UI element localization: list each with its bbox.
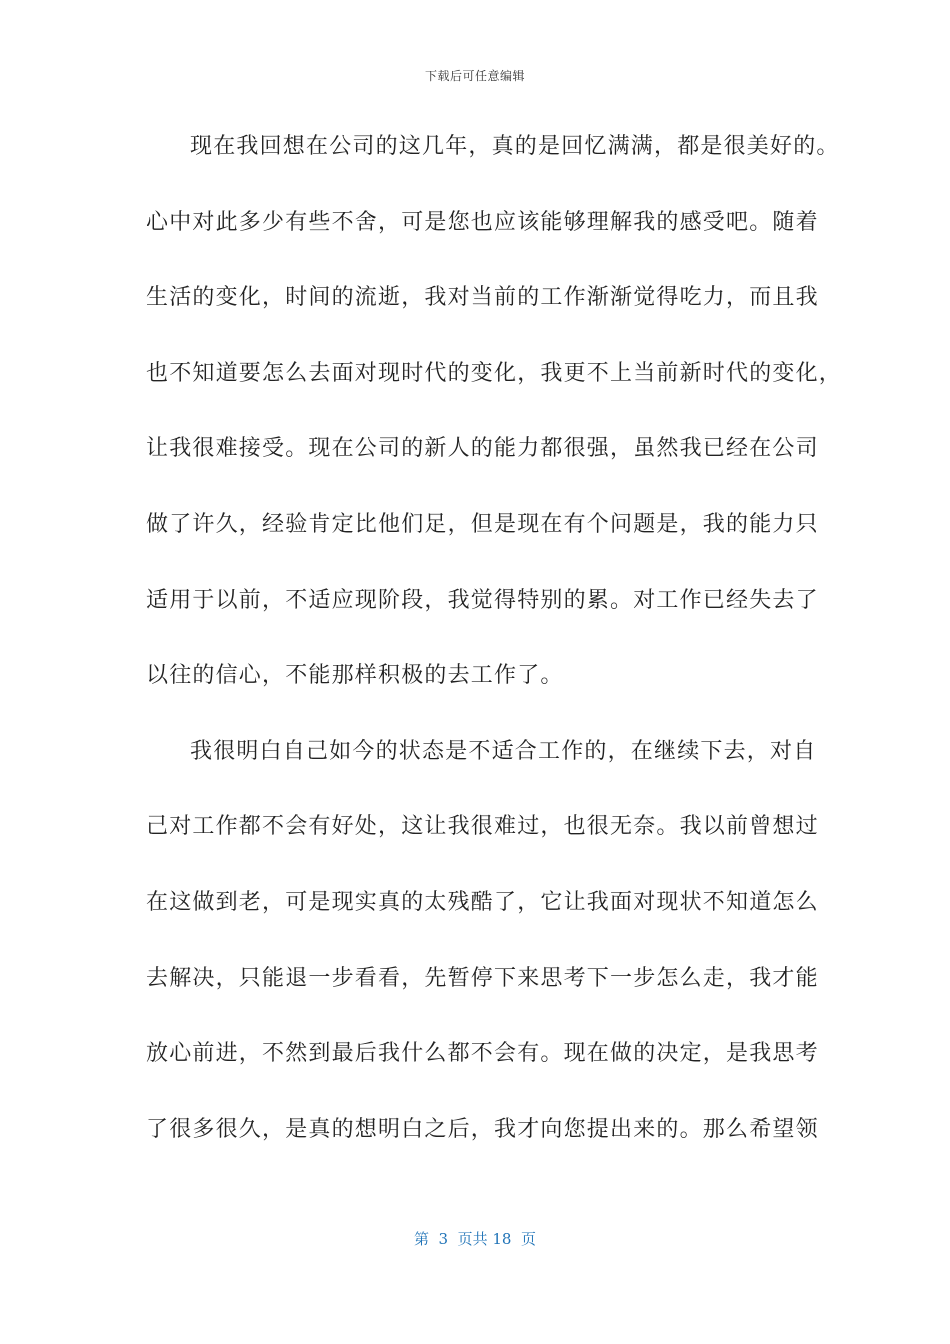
text-line: 了很多很久，是真的想明白之后，我才向您提出来的。那么希望领 bbox=[146, 1116, 819, 1142]
page-number-footer: 第 3 页共 18 页 bbox=[413, 1230, 536, 1248]
text-line: 我很明白自己如今的状态是不适合工作的，在继续下去，对自 bbox=[190, 738, 817, 764]
text-line: 做了许久，经验肯定比他们足，但是现在有个问题是，我的能力只 bbox=[146, 511, 819, 537]
text-line: 放心前进，不然到最后我什么都不会有。现在做的决定，是我思考 bbox=[146, 1041, 819, 1067]
document-body bbox=[146, 125, 843, 1183]
text-line: 也不知道要怎么去面对现时代的变化，我更不上当前新时代的变化， bbox=[146, 360, 843, 386]
text-line: 适用于以前，不适应现阶段，我觉得特别的累。对工作已经失去了 bbox=[146, 587, 819, 613]
text-line: 现在我回想在公司的这几年，真的是回忆满满，都是很美好的。 bbox=[190, 134, 840, 159]
text-line: 以往的信心，不能那样积极的去工作了。 bbox=[146, 663, 564, 689]
page-header: 下载后可任意编辑 bbox=[424, 69, 525, 83]
text-line: 让我很难接受。现在公司的新人的能力都很强，虽然我已经在公司 bbox=[146, 436, 819, 462]
text-line: 在这做到老，可是现实真的太残酷了，它让我面对现状不知道怎么 bbox=[146, 889, 819, 915]
text-line: 生活的变化，时间的流逝，我对当前的工作渐渐觉得吃力，而且我 bbox=[146, 285, 819, 311]
text-line: 心中对此多少有些不舍，可是您也应该能够理解我的感受吧。随着 bbox=[146, 209, 819, 235]
text-line: 己对工作都不会有好处，这让我很难过，也很无奈。我以前曾想过 bbox=[146, 814, 819, 840]
text-line: 去解决，只能退一步看看，先暂停下来思考下一步怎么走，我才能 bbox=[146, 965, 819, 991]
